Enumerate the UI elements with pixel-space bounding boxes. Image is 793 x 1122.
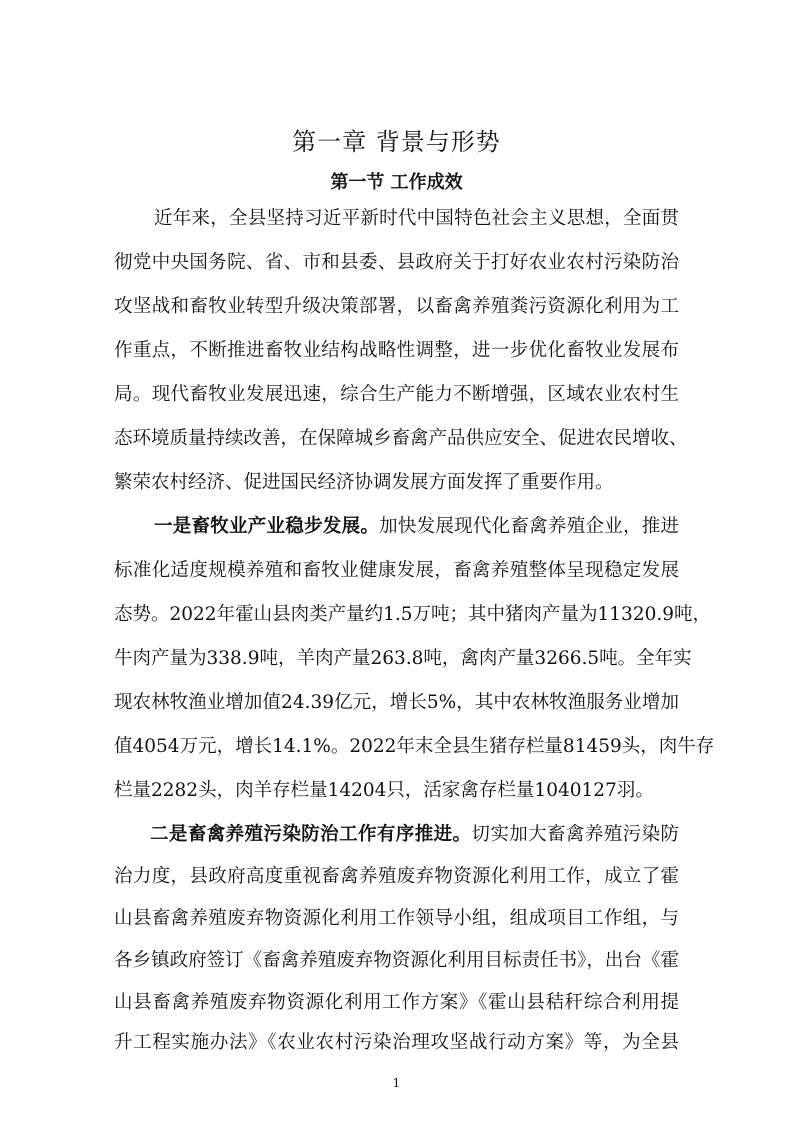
paragraph-3-lead: 二是畜禽养殖污染防治工作有序推进。 bbox=[150, 824, 472, 845]
paragraph-2-line-5: 现农林牧渔业增加值24.39亿元，增长5%，其中农林牧渔服务业增加 bbox=[114, 692, 679, 713]
page-number: 1 bbox=[392, 1076, 401, 1090]
paragraph-1-line-5: 局。现代畜牧业发展迅速，综合生产能力不断增强，区域农业农村生 bbox=[114, 384, 679, 405]
paragraph-2-line-4: 牛肉产量为338.9吨，羊肉产量263.8吨，禽肉产量3266.5吨。全年实 bbox=[114, 648, 692, 669]
paragraph-1-line-6: 态环境质量持续改善，在保障城乡畜禽产品供应安全、促进农民增收、 bbox=[114, 428, 688, 449]
paragraph-2-line-2: 标准化适度规模养殖和畜牧业健康发展，畜禽养殖整体呈现稳定发展 bbox=[114, 560, 679, 581]
paragraph-3-line-3: 山县畜禽养殖废弃物资源化利用工作领导小组，组成项目工作组，与 bbox=[114, 908, 679, 929]
paragraph-1-line-7: 繁荣农村经济、促进国民经济协调发展方面发挥了重要作用。 bbox=[114, 472, 614, 493]
section-title: 第一节 工作成效 bbox=[330, 172, 463, 193]
paragraph-2-lead: 一是畜牧业产业稳步发展。 bbox=[154, 516, 380, 537]
paragraph-1-line-3: 攻坚战和畜牧业转型升级决策部署，以畜禽养殖粪污资源化利用为工 bbox=[114, 296, 679, 317]
paragraph-1-line-2: 彻党中央国务院、省、市和县委、县政府关于打好农业农村污染防治 bbox=[114, 252, 679, 273]
paragraph-1-line-1: 近年来，全县坚持习近平新时代中国特色社会主义思想，全面贯 bbox=[154, 208, 679, 229]
paragraph-2-line-1-text: 加快发展现代化畜禽养殖企业，推进 bbox=[379, 516, 679, 537]
paragraph-3-line-1-text: 切实加大畜禽养殖污染防 bbox=[471, 824, 679, 845]
chapter-title: 第一章 背景与形势 bbox=[292, 128, 501, 156]
paragraph-2-line-3: 态势。2022年霍山县肉类产量约1.5万吨；其中猪肉产量为11320.9吨， bbox=[114, 604, 712, 625]
paragraph-1-line-4: 作重点，不断推进畜牧业结构战略性调整，进一步优化畜牧业发展布 bbox=[114, 340, 679, 361]
paragraph-3-line-1 bbox=[150, 826, 679, 845]
paragraph-3-line-6: 升工程实施办法》《农业农村污染治理攻坚战行动方案》等，为全县 bbox=[114, 1032, 679, 1053]
paragraph-3-line-4: 各乡镇政府签订《畜禽养殖废弃物资源化利用目标责任书》，出台《霍 bbox=[114, 950, 679, 971]
paragraph-2-line-7: 栏量2282头，肉羊存栏量14204只，活家禽存栏量1040127羽。 bbox=[114, 780, 654, 801]
paragraph-2-line-6: 值4054万元，增长14.1%。2022年末全县生猪存栏量81459头，肉牛存 bbox=[114, 736, 715, 757]
paragraph-3-line-5: 山县畜禽养殖废弃物资源化利用工作方案》《霍山县秸秆综合利用提 bbox=[114, 992, 679, 1013]
paragraph-3-line-2: 治力度，县政府高度重视畜禽养殖废弃物资源化利用工作，成立了霍 bbox=[114, 866, 679, 887]
paragraph-2-line-1 bbox=[154, 518, 679, 537]
